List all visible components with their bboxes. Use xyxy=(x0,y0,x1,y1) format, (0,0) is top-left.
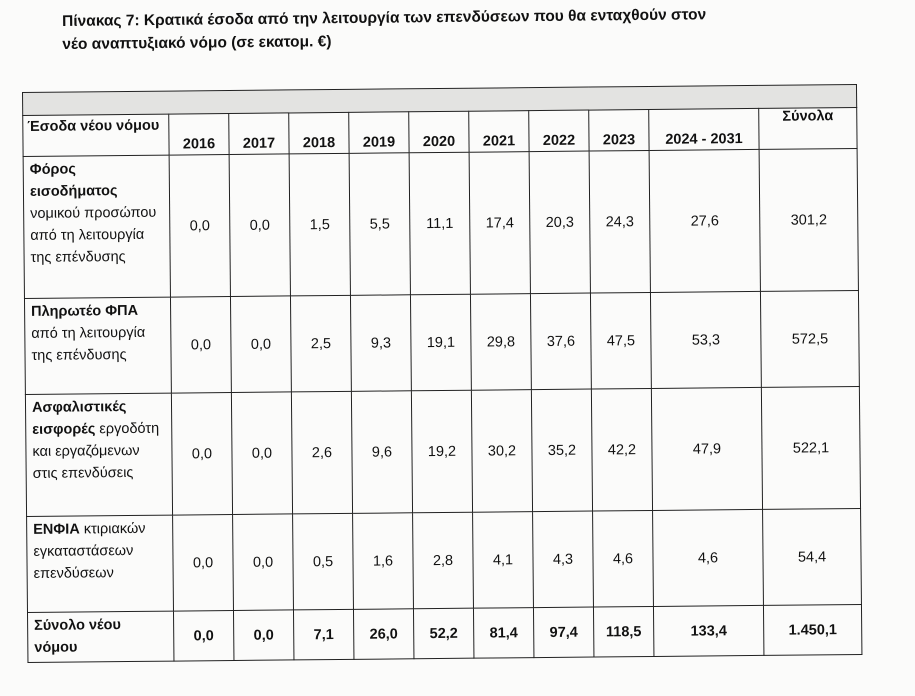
total-cell: 7,1 xyxy=(293,609,353,660)
header-first: Έσοδα νέου νόμου xyxy=(23,114,169,156)
table-cell: 27,6 xyxy=(649,149,760,292)
table-cell: 4,3 xyxy=(533,511,594,608)
table-cell: 30,2 xyxy=(471,390,532,513)
row-label xyxy=(23,155,170,298)
total-cell: 1.450,1 xyxy=(763,604,862,655)
table-cell: 47,5 xyxy=(590,292,651,389)
table-cell: 572,5 xyxy=(760,290,859,387)
row-label-bold: Πληρωτέο ΦΠΑ xyxy=(31,302,139,320)
table-cell: 47,9 xyxy=(651,387,762,510)
total-cell: 0,0 xyxy=(233,610,293,661)
table-row xyxy=(24,290,859,394)
table-cell: 0,0 xyxy=(171,393,232,516)
table-cell: 2,8 xyxy=(413,512,474,609)
table-cell: 2,6 xyxy=(291,391,352,514)
row-label-rest: εργοδότη και εργαζόμενων στις επενδύσεις xyxy=(32,420,160,482)
table-cell: 1,5 xyxy=(289,153,350,296)
table-row xyxy=(25,386,860,516)
table-cell: 5,5 xyxy=(349,153,410,296)
table-cell: 1,6 xyxy=(353,513,414,610)
table-cell: 11,1 xyxy=(409,152,470,295)
header-year: 2016 xyxy=(169,114,229,156)
revenue-table xyxy=(22,84,863,663)
header-year: 2019 xyxy=(349,112,409,154)
table-cell: 29,8 xyxy=(470,294,531,391)
row-label-rest: νομικού προσώπου από τη λειτουργία της επένδυσης xyxy=(30,204,157,266)
row-label xyxy=(25,393,172,516)
row-label-rest: κτιριακών εγκαταστάσεων επενδύσεων xyxy=(33,520,146,582)
table-cell: 0,0 xyxy=(173,514,234,611)
header-year: 2024 - 2031 xyxy=(649,108,759,150)
table-cell: 301,2 xyxy=(759,148,858,291)
total-cell: 97,4 xyxy=(533,607,593,658)
total-cell: 52,2 xyxy=(413,608,473,659)
table-cell: 522,1 xyxy=(761,386,860,509)
table-cell: 19,2 xyxy=(411,390,472,513)
total-row xyxy=(27,604,862,662)
table-cell: 24,3 xyxy=(589,150,650,293)
table-cell: 0,0 xyxy=(231,392,292,515)
table-cell: 4,6 xyxy=(653,509,764,606)
table-cell: 0,0 xyxy=(170,297,231,394)
row-label-bold: ΕΝΦΙΑ xyxy=(33,521,80,538)
table-row xyxy=(27,508,862,612)
revenue-table-wrapper xyxy=(22,84,861,663)
table-cell: 9,3 xyxy=(350,295,411,392)
table-cell: 19,1 xyxy=(410,294,471,391)
caption-line-2: νέο αναπτυξιακό νόμο (σε εκατομ. €) xyxy=(62,33,332,53)
table-cell: 0,0 xyxy=(169,155,230,298)
total-cell: 26,0 xyxy=(353,609,413,660)
table-cell: 2,5 xyxy=(290,295,351,392)
table-cell: 37,6 xyxy=(530,293,591,390)
table-caption xyxy=(62,2,862,56)
row-label-bold: Φόρος εισοδήματος xyxy=(29,161,118,200)
header-year: 2022 xyxy=(529,110,589,152)
table-cell: 0,0 xyxy=(230,296,291,393)
row-label-rest: από τη λειτουργία της επένδυσης xyxy=(31,324,146,364)
header-year: 2023 xyxy=(589,109,649,151)
row-label xyxy=(27,515,174,612)
row-label xyxy=(24,297,171,394)
total-row-label: Σύνολο νέου νόμου xyxy=(27,611,173,662)
table-cell: 53,3 xyxy=(650,291,761,388)
header-year: 2020 xyxy=(409,111,469,153)
total-cell: 118,5 xyxy=(593,606,653,657)
table-cell: 17,4 xyxy=(469,152,530,295)
row-label-bold: Ασφαλιστικές εισφορές xyxy=(31,399,127,438)
table-cell: 0,0 xyxy=(229,154,290,297)
header-year: 2018 xyxy=(289,112,349,154)
total-cell: 133,4 xyxy=(653,605,763,656)
table-cell: 0,0 xyxy=(233,514,294,611)
table-cell: 35,2 xyxy=(531,389,592,512)
table-cell: 42,2 xyxy=(591,388,652,511)
table-cell: 54,4 xyxy=(763,508,862,605)
total-cell: 81,4 xyxy=(473,608,533,659)
table-row xyxy=(23,148,858,298)
header-year: 2021 xyxy=(469,111,529,153)
total-cell: 0,0 xyxy=(173,610,233,661)
header-year: 2017 xyxy=(229,113,289,155)
table-cell: 0,5 xyxy=(293,513,354,610)
table-cell: 9,6 xyxy=(351,391,412,514)
table-cell: 4,6 xyxy=(593,510,654,607)
table-cell: 4,1 xyxy=(473,512,534,609)
table-cell: 20,3 xyxy=(529,151,590,294)
header-total: Σύνολα xyxy=(759,107,858,149)
caption-line-1: Πίνακας 7: Κρατικά έσοδα από την λειτουργία των επενδύσεων που θα ενταχθούν στον xyxy=(62,6,707,30)
